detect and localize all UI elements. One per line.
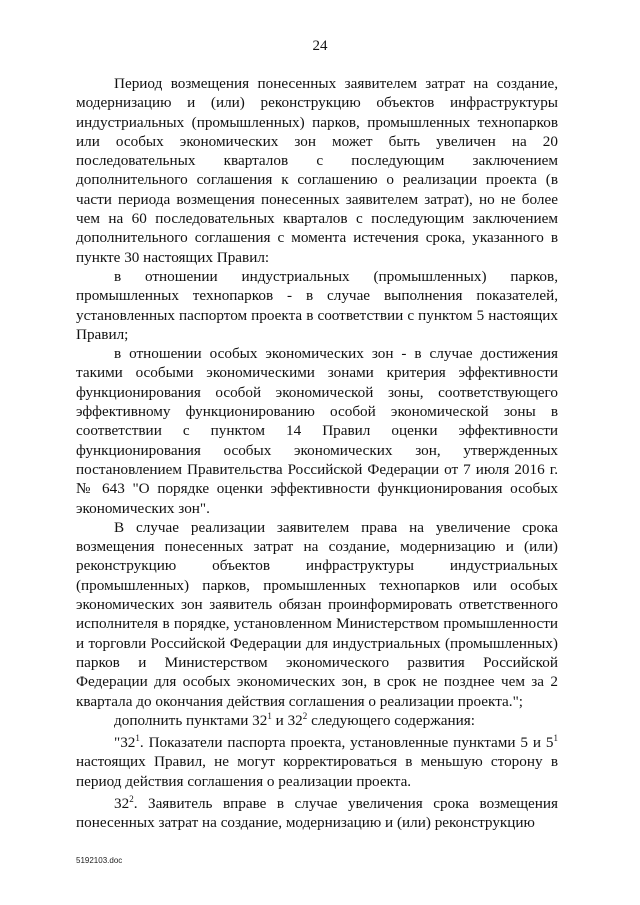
paragraph-point-32-2: [76, 794, 558, 833]
document-body: [76, 74, 558, 833]
amend-text-3: следующего содержания:: [307, 711, 475, 729]
footer-filename: 5192103.doc: [76, 856, 123, 865]
point-32-2-prefix: 32: [114, 794, 130, 812]
point-32-1-text-b: настоящих Правил, не могут корректироваться в меньшую сторону в период действия соглашения о реализации проекта.: [76, 753, 558, 790]
point-32-2-sup: 2: [129, 793, 134, 804]
amend-sup-2: 2: [302, 710, 308, 721]
point-32-2-text: . Заявитель вправе в случае увеличения срока возмещения понесенных затрат на создание, модернизацию и (или) реконструкцию: [76, 794, 558, 832]
amend-text-2: и 32: [271, 711, 303, 729]
paragraph-economic-zones: в отношении особых экономических зон - в случае достижения такими особыми экономическими зонами критерия эффективности функционирования особой экономической зоны, соответствующего эффективному функционированию особой экономической зоны в соответствии с пунктом 14 Правил оценки эффективности функционирования особых экономических зон, утвержденных постановлением Правительства Российской Федерации от 7 июля 2016 г. № 643 "О порядке оценки эффективности функционирования особых экономических зон".: [76, 345, 558, 517]
point-32-1-prefix: "32: [114, 734, 136, 752]
paragraph-notification-duty: В случае реализации заявителем права на увеличение срока возмещения понесенных затрат на создание, модернизацию и (или) реконструкцию объектов инфраструктуры индустриальных (промышленных) парков, промышленных технопарков или особых экономических зон заявитель обязан проинформировать ответственного исполнителя в порядке, установленном Министерством промышленности и торговли Российской Федерации для индустриальных (промышленных) парков и Министерством экономического развития Российской Федерации для особых экономических зон, в срок не позднее чем за 2 квартала до окончания действия соглашения о реализации проекта.";: [76, 518, 558, 710]
paragraph-reimbursement-period: Период возмещения понесенных заявителем затрат на создание, модернизацию и (или) реконструкцию объектов инфраструктуры индустриальных (промышленных) парков, промышленных технопарков или особых экономических зон может быть увеличен на 20 последовательных кварталов с последующим заключением дополнительного соглашения к соглашению о реализации проекта (в части периода возмещения понесенных заявителем затрат), но не более чем на 60 последовательных кварталов с последующим заключением дополнительного соглашения с момента истечения срока, указанного в пункте 30 настоящих Правил:: [76, 75, 558, 266]
paragraph-point-32-1: [76, 733, 558, 791]
point-32-1-sup-b: 1: [553, 733, 558, 744]
point-32-1-text-a: . Показатели паспорта проекта, установленные пунктами 5 и 5: [139, 734, 554, 752]
amend-text-1: дополнить пунктами 32: [114, 711, 268, 729]
page-number: 24: [312, 38, 328, 54]
paragraph-amendment: [76, 711, 558, 730]
paragraph-industrial-parks: в отношении индустриальных (промышленных) парков, промышленных технопарков - в случае выполнения показателей, установленных паспортом проекта в соответствии с пунктом 5 настоящих Правил;: [76, 267, 558, 343]
amend-sup-1: 1: [267, 710, 272, 721]
point-32-1-sup: 1: [135, 733, 140, 744]
